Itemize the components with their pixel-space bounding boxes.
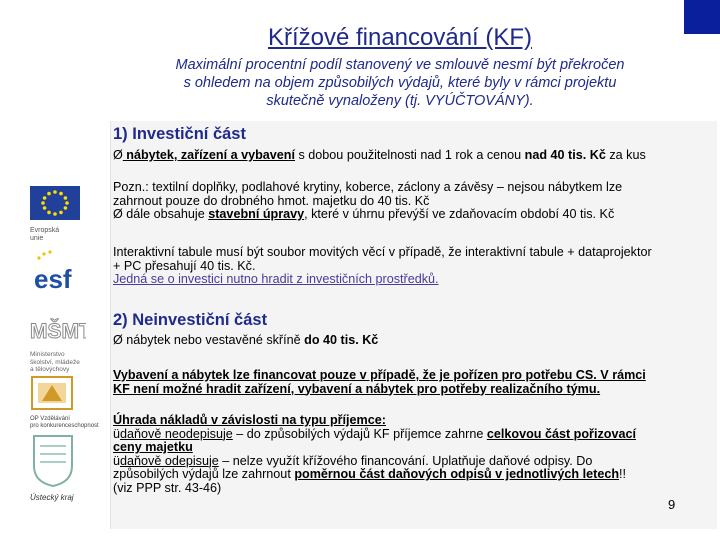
check-2-line-3: (viz PPP str. 43-46) <box>113 480 222 495</box>
note-line-2: zahrnout pouze do drobného hmot. majetku do 40 tis. Kč <box>113 193 430 208</box>
text: za kus <box>605 148 646 162</box>
term: daňově neodepisuje <box>120 426 233 441</box>
section1-note <box>113 181 713 222</box>
op-vk-caption-line-2: pro konkurenceschopnost <box>30 423 99 429</box>
section1-whiteboard-note <box>113 246 713 287</box>
investment-link[interactable]: Jedná se o investici nutno hradit z investičních prostředků. <box>113 272 439 286</box>
esf-icon <box>32 248 78 294</box>
text: s dobou použitelnosti nad 1 rok a cenou <box>295 148 525 162</box>
msmt-caption-line-2: školství, mládeže <box>30 358 80 366</box>
subtitle-line-3: skutečně vynaloženy (tj. VYÚČTOVÁNY). <box>266 93 534 109</box>
msmt-caption-line-1: Ministerstvo <box>30 351 65 358</box>
text: – do způsobilých výdajů KF příjemce zahrne <box>232 426 487 441</box>
eu-caption-line-2: unie <box>30 235 44 242</box>
section2-bullet <box>113 334 713 348</box>
text: způsobilých výdajů lze zahrnout <box>113 467 295 481</box>
whiteboard-line-2: + PC přesahují 40 tis. Kč. <box>113 258 256 273</box>
eu-caption <box>30 227 80 243</box>
logo-eu-flag <box>30 186 80 243</box>
note-line-1: Pozn.: textilní doplňky, podlahové krytiny, koberce, záclony a závěsy – nejsou nábytkem lze <box>113 180 623 194</box>
logo-msmt <box>30 304 86 374</box>
term-construction: stavební úpravy <box>208 207 305 221</box>
slide-subtitle <box>120 56 680 110</box>
page-number: 9 <box>668 497 676 512</box>
op-vk-icon <box>30 375 74 411</box>
logo-op-vk <box>30 375 99 430</box>
corner-square <box>684 0 720 34</box>
arrow-bullet-icon: Ø <box>113 207 123 221</box>
text: dále obsahuje <box>122 207 209 221</box>
section1-bullet-furniture <box>113 149 713 163</box>
check-2-line-2 <box>113 468 713 482</box>
check-icon: ü <box>113 426 121 441</box>
msmt-text: MŠMT <box>30 320 86 343</box>
section1-heading: 1) Investiční část <box>113 125 246 143</box>
warning-line-2: KF není možné hradit zařízení, vybavení a nábytek pro potřeby realizačního týmu. <box>113 381 601 396</box>
term: poměrnou část daňových odpisů v jednotlivých letech <box>294 467 620 481</box>
term-furniture: nábytek, zařízení a vybavení <box>122 148 295 162</box>
slide-title: Křížové financování (KF) <box>267 24 533 51</box>
term: daňově odepisuje <box>120 453 219 468</box>
msmt-icon <box>30 304 86 346</box>
amount: celkovou část pořizovací <box>486 426 636 441</box>
section3-heading: Úhrada nákladů v závislosti na typu příjemce: <box>113 413 386 427</box>
check-1-line-2: ceny majetku <box>113 440 193 454</box>
op-vk-caption-line-1: OP Vzdělávání <box>30 416 70 422</box>
ustecky-kraj-icon <box>30 432 76 488</box>
ustecky-kraj-caption: Ústecký kraj <box>30 493 74 502</box>
section3-check-1 <box>113 428 713 442</box>
text: nábytek nebo vestavěné skříně <box>122 333 305 347</box>
subtitle-line-2: s ohledem na objem způsobilých výdajů, které byly v rámci projektu <box>183 75 617 91</box>
msmt-caption-line-3: a tělovýchovy <box>30 366 70 373</box>
arrow-bullet-icon: Ø <box>113 148 123 162</box>
section3-check-2 <box>113 455 713 469</box>
msmt-caption <box>30 351 86 374</box>
whiteboard-line-1: Interaktivní tabule musí být soubor movitých věcí v případě, že interaktivní tabule + dataprojektor <box>113 245 652 259</box>
arrow-bullet-icon: Ø <box>113 333 123 347</box>
subtitle-line-1: Maximální procentní podíl stanovený ve smlouvě nesmí být překročen <box>175 57 625 73</box>
section1-bullet-construction <box>113 208 713 222</box>
op-vk-caption <box>30 416 99 430</box>
text: , které v úhrnu převýší ve zdaňovacím období 40 tis. Kč <box>304 207 615 221</box>
amount: nad 40 tis. Kč <box>524 148 606 162</box>
logo-esf <box>32 248 78 299</box>
section2-heading: 2) Neinvestiční část <box>113 311 268 329</box>
text: !! <box>619 467 627 481</box>
amount: do 40 tis. Kč <box>304 333 379 347</box>
eu-flag-icon <box>30 186 80 220</box>
text: – nelze využít křížového financování. Uplatňuje daňové odpisy. Do <box>218 453 593 468</box>
section3-block <box>113 414 713 495</box>
check-icon: ü <box>113 453 121 468</box>
eu-caption-line-1: Evropská <box>30 227 60 234</box>
warning-line-1: Vybavení a nábytek lze financovat pouze v případě, že je pořízen pro potřebu CS. V rámci <box>113 368 646 382</box>
section2-warning <box>113 369 713 396</box>
logo-ustecky-kraj <box>30 432 76 502</box>
esf-text: esf <box>34 264 72 294</box>
